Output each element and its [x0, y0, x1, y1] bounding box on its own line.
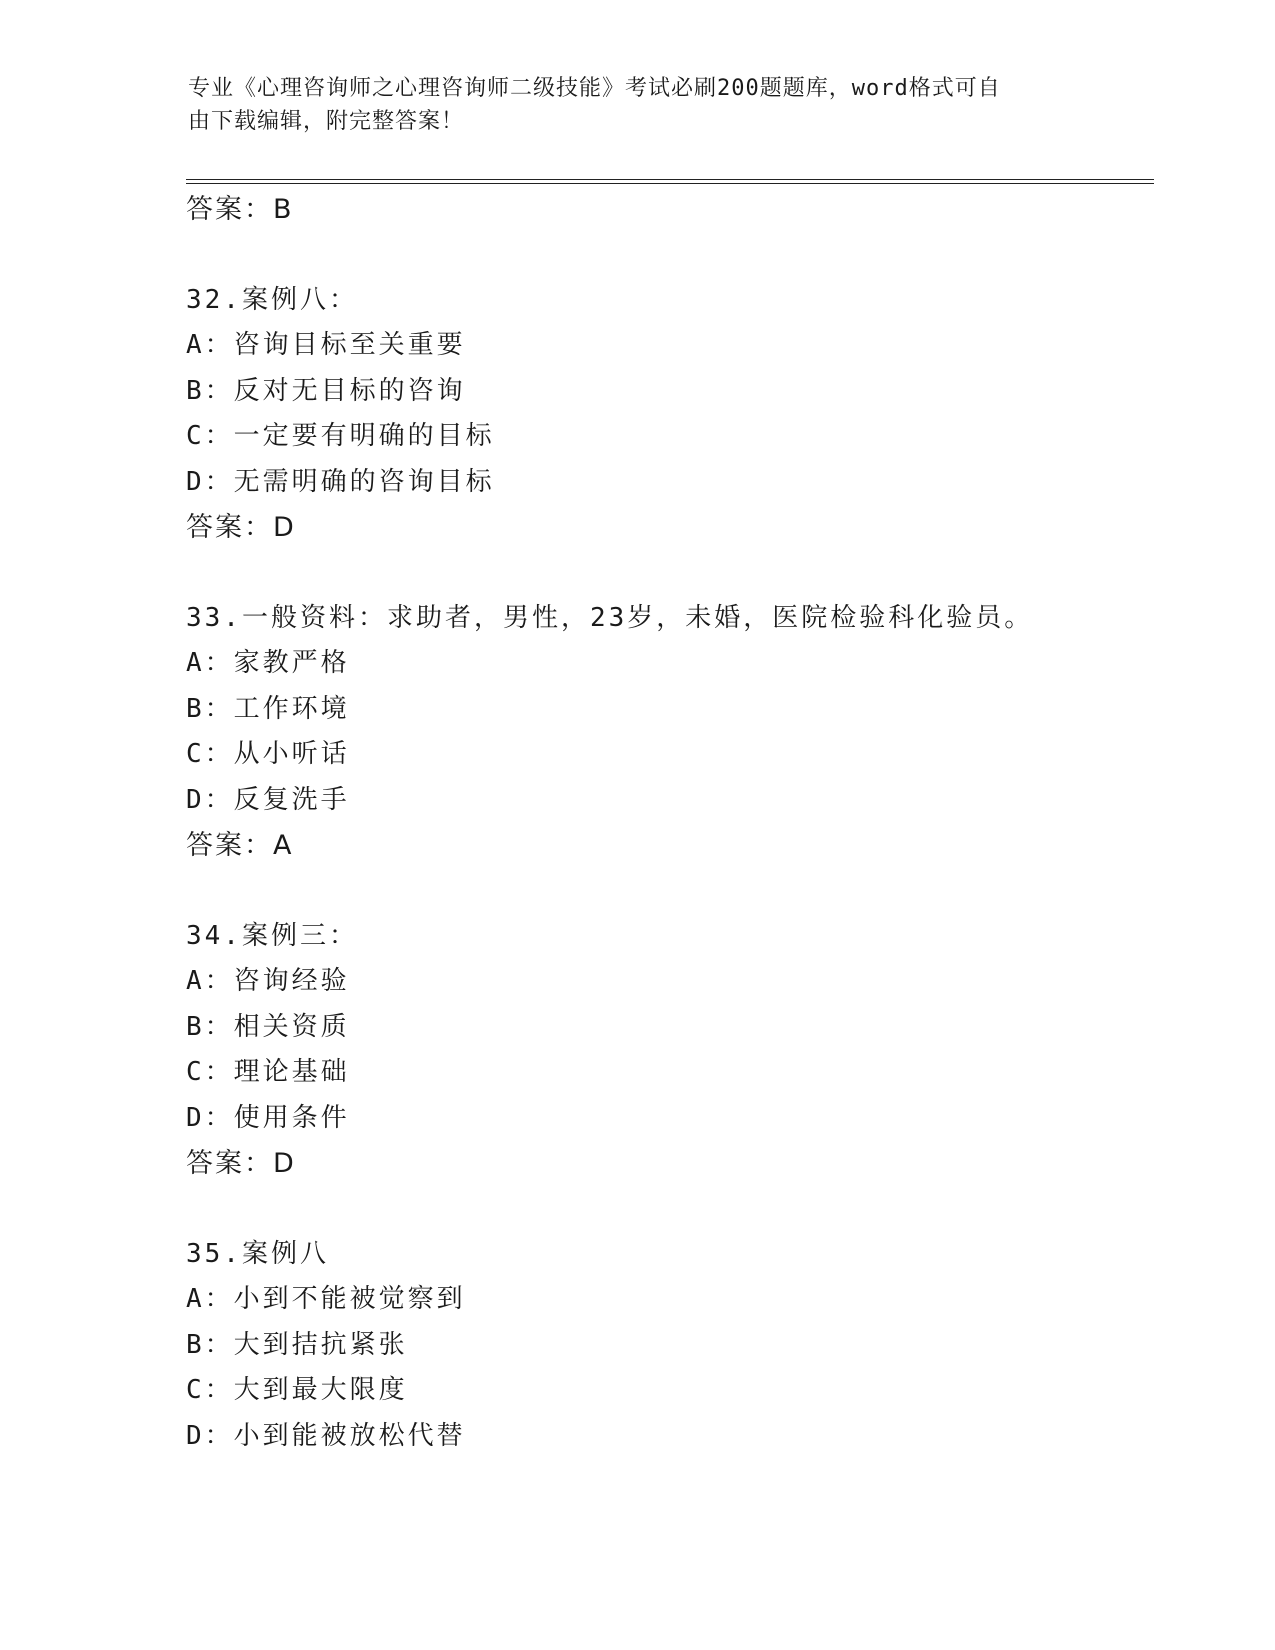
option-c: C：一定要有明确的目标	[186, 421, 495, 451]
question-block	[186, 1232, 1146, 1460]
answer-line: 答案：D	[186, 1148, 296, 1179]
answer-line: 答案：A	[186, 830, 294, 861]
answer-line: 答案：B	[186, 194, 294, 225]
option-d: D：使用条件	[186, 1102, 350, 1133]
answer-line: 答案：D	[186, 512, 296, 543]
question-block	[186, 914, 1146, 1187]
header-divider-top	[186, 179, 1154, 180]
option-d: D：反复洗手	[186, 784, 350, 815]
option-c: C：理论基础	[186, 1057, 350, 1087]
option-a: A：咨询目标至关重要	[186, 330, 466, 360]
option-d: D：小到能被放松代替	[186, 1420, 466, 1451]
question-list	[186, 187, 1146, 1459]
header-line-1: 专业《心理咨询师之心理咨询师二级技能》考试必刷200题题库，word格式可自	[188, 76, 1001, 101]
option-a: A：家教严格	[186, 648, 350, 678]
option-b: B：大到拮抗紧张	[186, 1329, 408, 1360]
header-line-2: 由下载编辑，附完整答案！	[188, 109, 465, 134]
question-block	[186, 596, 1146, 869]
document-header	[188, 72, 1068, 138]
question-stem: 35.案例八	[186, 1238, 329, 1269]
option-c: C：大到最大限度	[186, 1375, 408, 1405]
question-stem: 33.一般资料：求助者，男性，23岁，未婚，医院检验科化验员。	[186, 602, 1034, 633]
option-b: B：相关资质	[186, 1011, 350, 1042]
option-b: B：反对无目标的咨询	[186, 375, 466, 406]
option-a: A：咨询经验	[186, 966, 350, 996]
question-stem: 32.案例八：	[186, 284, 358, 315]
header-divider-bottom	[186, 183, 1154, 184]
option-d: D：无需明确的咨询目标	[186, 466, 495, 497]
option-c: C：从小听话	[186, 739, 350, 769]
question-block	[186, 278, 1146, 551]
option-a: A：小到不能被觉察到	[186, 1284, 466, 1314]
question-stem: 34.案例三：	[186, 920, 358, 951]
option-b: B：工作环境	[186, 693, 350, 724]
